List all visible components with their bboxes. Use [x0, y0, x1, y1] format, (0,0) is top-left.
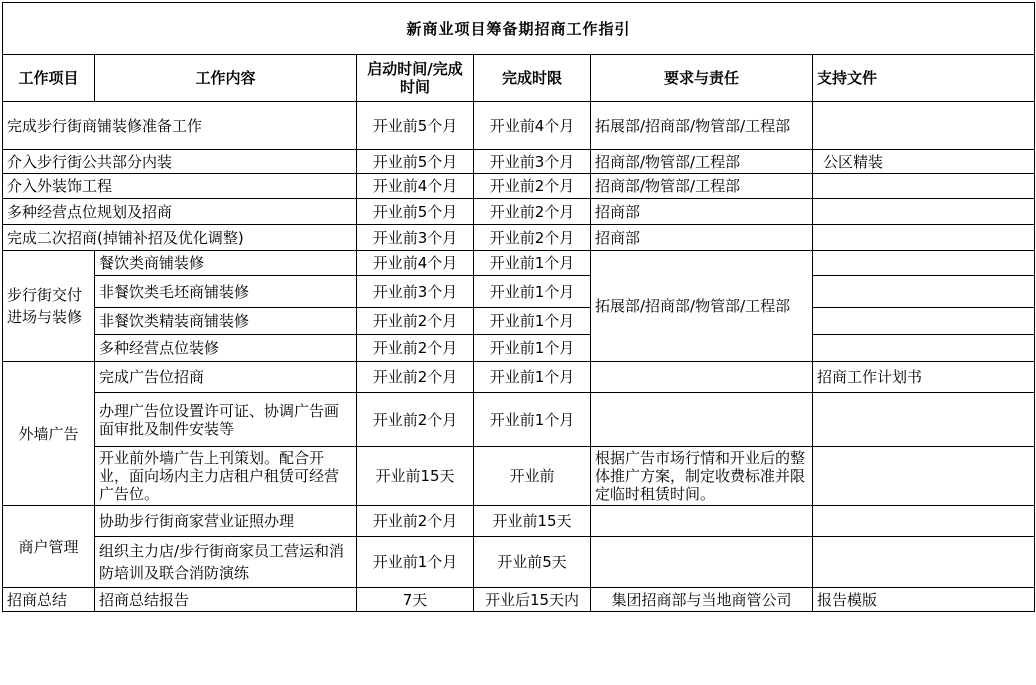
row-deadline: 开业前4个月 — [474, 102, 591, 150]
table-row — [3, 150, 1035, 174]
row-item: 招商总结 — [3, 588, 95, 612]
row-start: 开业前5个月 — [357, 150, 474, 174]
header-docs: 支持文件 — [813, 55, 1035, 102]
row-doc — [813, 199, 1035, 225]
header-deadline: 完成时限 — [474, 55, 591, 102]
row-responsibility — [591, 362, 813, 393]
row-start: 开业前3个月 — [357, 225, 474, 251]
table-row — [3, 251, 1035, 276]
row-responsibility: 招商部/物管部/工程部 — [591, 150, 813, 174]
row-doc — [813, 276, 1035, 308]
table-row — [3, 174, 1035, 199]
row-start: 开业前3个月 — [357, 276, 474, 308]
table-row — [3, 225, 1035, 251]
row-responsibility: 招商部 — [591, 199, 813, 225]
row-start: 开业前4个月 — [357, 251, 474, 276]
row-content: 多种经营点位装修 — [95, 335, 357, 362]
row-deadline: 开业前1个月 — [474, 251, 591, 276]
row-deadline: 开业前5天 — [474, 537, 591, 588]
row-start: 开业前5个月 — [357, 199, 474, 225]
row-doc — [813, 174, 1035, 199]
row-doc — [813, 251, 1035, 276]
row-deadline: 开业前1个月 — [474, 393, 591, 447]
group-delivery: 步行街交付进场与装修 — [3, 251, 95, 362]
row-deadline: 开业前1个月 — [474, 335, 591, 362]
row-start: 开业前2个月 — [357, 393, 474, 447]
row-deadline: 开业后15天内 — [474, 588, 591, 612]
row-content: 协助步行街商家营业证照办理 — [95, 506, 357, 537]
row-deadline: 开业前3个月 — [474, 150, 591, 174]
row-responsibility — [591, 537, 813, 588]
row-responsibility: 集团招商部与当地商管公司 — [591, 588, 813, 612]
row-doc — [813, 308, 1035, 335]
row-deadline: 开业前2个月 — [474, 225, 591, 251]
row-start: 开业前2个月 — [357, 506, 474, 537]
row-doc — [813, 393, 1035, 447]
row-doc: 招商工作计划书 — [813, 362, 1035, 393]
row-content: 餐饮类商铺装修 — [95, 251, 357, 276]
header-responsibility: 要求与责任 — [591, 55, 813, 102]
row-deadline: 开业前1个月 — [474, 362, 591, 393]
group-delivery-responsibility: 拓展部/招商部/物管部/工程部 — [591, 251, 813, 362]
row-item: 介入步行街公共部分内装 — [3, 150, 357, 174]
row-start: 开业前1个月 — [357, 537, 474, 588]
row-deadline: 开业前1个月 — [474, 276, 591, 308]
row-doc: 公区精装 — [813, 150, 1035, 174]
row-start: 开业前15天 — [357, 447, 474, 506]
row-responsibility: 根据广告市场行情和开业后的整体推广方案，制定收费标准并限定临时租赁时间。 — [591, 447, 813, 506]
table-title: 新商业项目筹备期招商工作指引 — [3, 3, 1035, 55]
row-content: 组织主力店/步行街商家员工营运和消防培训及联合消防演练 — [95, 537, 357, 588]
row-responsibility: 拓展部/招商部/物管部/工程部 — [591, 102, 813, 150]
row-responsibility — [591, 506, 813, 537]
table-row — [3, 199, 1035, 225]
row-content: 开业前外墙广告上刊策划。配合开业，面向场内主力店租户租赁可经营广告位。 — [95, 447, 357, 506]
recruitment-guide-table — [2, 2, 1035, 612]
table-row — [3, 276, 1035, 308]
row-content: 办理广告位设置许可证、协调广告画面审批及制件安装等 — [95, 393, 357, 447]
row-content: 招商总结报告 — [95, 588, 357, 612]
row-deadline: 开业前2个月 — [474, 174, 591, 199]
row-deadline: 开业前 — [474, 447, 591, 506]
table-row — [3, 506, 1035, 537]
row-content: 非餐饮类毛坯商铺装修 — [95, 276, 357, 308]
row-start: 开业前5个月 — [357, 102, 474, 150]
table-row — [3, 393, 1035, 447]
row-start: 7天 — [357, 588, 474, 612]
row-doc — [813, 225, 1035, 251]
table-row — [3, 537, 1035, 588]
header-item: 工作项目 — [3, 55, 95, 102]
table-row — [3, 308, 1035, 335]
table-row — [3, 335, 1035, 362]
row-doc — [813, 335, 1035, 362]
row-start: 开业前2个月 — [357, 362, 474, 393]
row-item: 完成步行街商铺装修准备工作 — [3, 102, 357, 150]
row-item: 完成二次招商(掉铺补招及优化调整) — [3, 225, 357, 251]
row-item: 介入外装饰工程 — [3, 174, 357, 199]
row-item: 多种经营点位规划及招商 — [3, 199, 357, 225]
row-responsibility: 招商部/物管部/工程部 — [591, 174, 813, 199]
row-doc — [813, 102, 1035, 150]
row-content: 完成广告位招商 — [95, 362, 357, 393]
row-doc: 报告模版 — [813, 588, 1035, 612]
row-responsibility — [591, 393, 813, 447]
row-doc — [813, 537, 1035, 588]
row-content: 非餐饮类精装商铺装修 — [95, 308, 357, 335]
row-deadline: 开业前2个月 — [474, 199, 591, 225]
row-deadline: 开业前1个月 — [474, 308, 591, 335]
header-content: 工作内容 — [95, 55, 357, 102]
row-responsibility: 招商部 — [591, 225, 813, 251]
row-start: 开业前2个月 — [357, 308, 474, 335]
row-doc — [813, 506, 1035, 537]
table-row — [3, 588, 1035, 612]
table-row — [3, 102, 1035, 150]
row-doc — [813, 447, 1035, 506]
group-tenant: 商户管理 — [3, 506, 95, 588]
group-exterior: 外墙广告 — [3, 362, 95, 506]
table-row — [3, 447, 1035, 506]
header-start: 启动时间/完成时间 — [357, 55, 474, 102]
row-start: 开业前4个月 — [357, 174, 474, 199]
table-row — [3, 362, 1035, 393]
row-start: 开业前2个月 — [357, 335, 474, 362]
row-deadline: 开业前15天 — [474, 506, 591, 537]
